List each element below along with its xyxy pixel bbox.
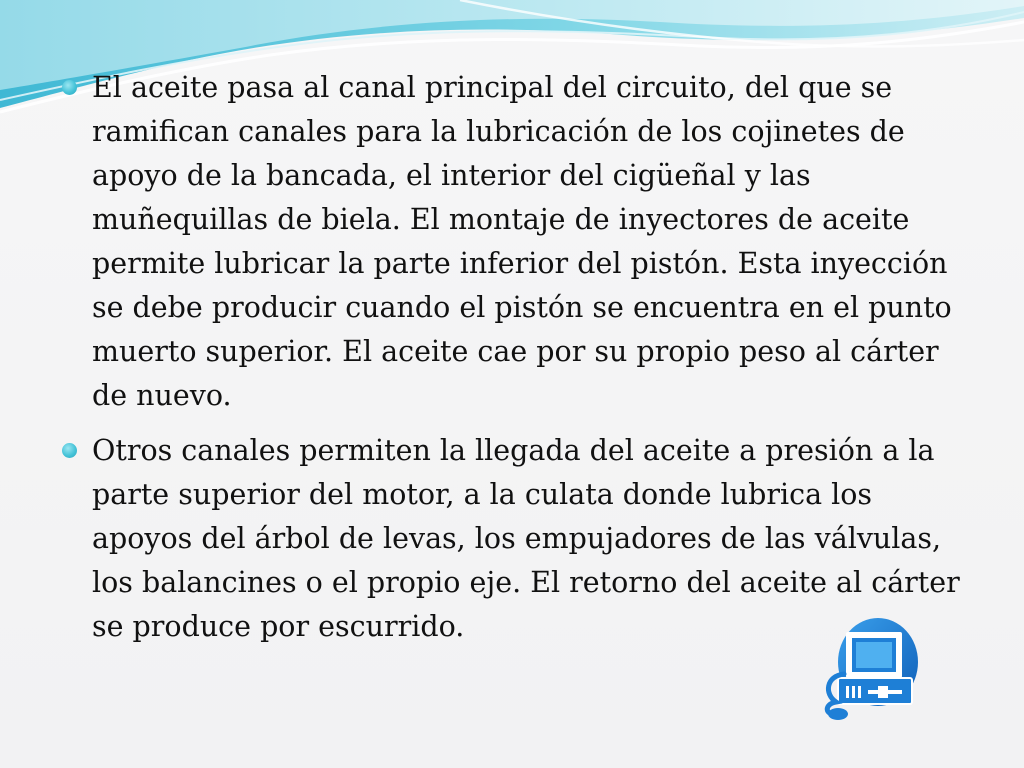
bullet-icon <box>62 80 77 95</box>
bullet-text: El aceite pasa al canal principal del circuito, del que se ramifican canales para la lubricación de los cojinetes de apoyo de la bancada, el interior del cigüeñal y las muñequillas de biela. El montaje de inyectores de aceite permite lubricar la parte inferior del pistón. Esta inyección se debe producir cuando el pistón se encuentra en el punto muerto superior. El aceite cae por su propio peso al cárter de nuevo. <box>92 71 952 412</box>
bullet-text: Otros canales permiten la llegada del aceite a presión a la parte superior del motor, a la culata donde lubrica los apoyos del árbol de levas, los empujadores de las válvulas, los balancines o el propio eje. El retorno del aceite al cárter se produce por escurrido. <box>92 434 960 643</box>
computer-icon <box>816 614 922 722</box>
bullet-item <box>62 66 972 418</box>
bullet-list <box>62 66 972 660</box>
bullet-icon <box>62 443 77 458</box>
